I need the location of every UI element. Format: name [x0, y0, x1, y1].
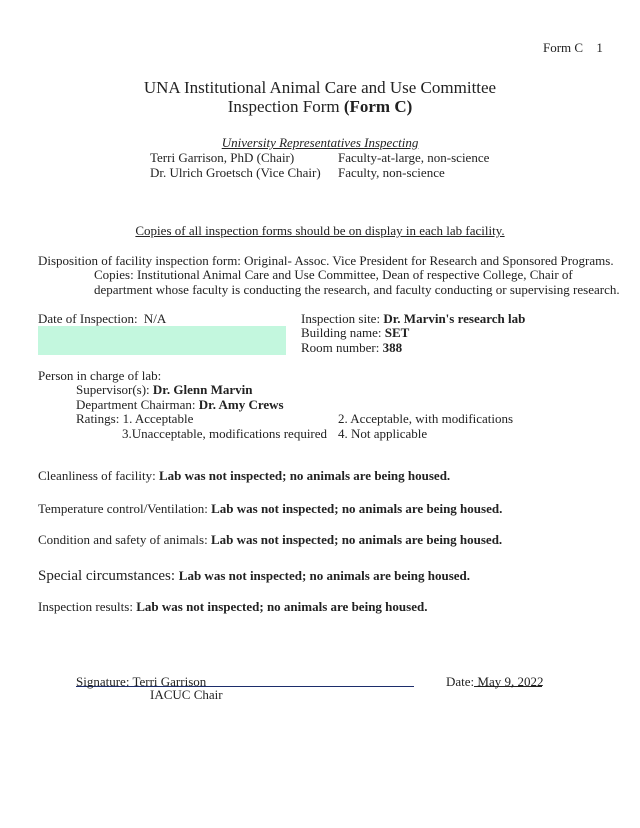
special-circumstances-value: Lab was not inspected; no animals are being housed. [178, 568, 471, 583]
building-label: Building name: [301, 325, 385, 340]
rep-name-1: Terri Garrison, PhD (Chair) [150, 150, 295, 165]
person-in-charge-heading: Person in charge of lab: [38, 368, 162, 383]
inspection-results-section [38, 599, 427, 615]
cleanliness-value: Lab was not inspected; no animals are being housed. [158, 468, 451, 483]
page-header [543, 40, 603, 56]
ratings-row-1 [76, 411, 193, 427]
cleanliness-label: Cleanliness of facility: [38, 468, 159, 483]
ratings-label: Ratings: [76, 411, 123, 426]
animal-safety-label: Condition and safety of animals: [38, 532, 211, 547]
signature-text: Signature: Terri Garrison [76, 674, 207, 689]
page-number: 1 [596, 40, 603, 55]
inspection-site-label: Inspection site: [301, 311, 384, 326]
signature-role: IACUC Chair [150, 687, 223, 702]
signature-date-label: Date: [446, 674, 478, 689]
highlighted-field [38, 326, 286, 355]
form-title: UNA Institutional Animal Care and Use Committee [143, 78, 497, 97]
ventilation-label: Temperature control/Ventilation: [38, 501, 212, 516]
rep-role-1: Faculty-at-large, non-science [338, 150, 490, 165]
form-subtitle-text: Inspection Form [227, 97, 344, 116]
building-name [301, 325, 409, 341]
form-subtitle [0, 97, 640, 117]
inspection-results-value: Lab was not inspected; no animals are being housed. [136, 599, 428, 614]
room-number [301, 340, 402, 356]
chairman-value: Dr. Amy Crews [198, 397, 284, 412]
rating-3: 3.Unacceptable, modifications required [122, 426, 328, 441]
rating-2: 2. Acceptable, with modifications [338, 411, 514, 426]
display-notice: Copies of all inspection forms should be on display in each lab facility. [135, 223, 505, 238]
animal-safety-section [38, 532, 502, 548]
inspection-date [38, 311, 166, 327]
inspection-date-value: N/A [143, 311, 167, 326]
supervisor-value: Dr. Glenn Marvin [152, 382, 253, 397]
inspection-site-value: Dr. Marvin's research lab [383, 311, 526, 326]
ventilation-section [38, 501, 502, 517]
disposition-line-2: Copies: Institutional Animal Care and Use Committee, Dean of respective College, Chair of [94, 267, 573, 282]
inspection-results-label: Inspection results: [38, 599, 137, 614]
chairman-label: Department Chairman: [76, 397, 199, 412]
signature-date-value: May 9, 2022 [477, 674, 544, 689]
cleanliness-section [38, 468, 450, 484]
rep-role-2: Faculty, non-science [338, 165, 445, 180]
special-circumstances-label: Special circumstances: [38, 568, 179, 584]
inspection-date-label: Date of Inspection: [38, 311, 138, 326]
room-label: Room number: [301, 340, 383, 355]
disposition-line-3: department whose faculty is conducting the research, and faculty conducting or supervising research. [94, 282, 620, 297]
page-label: Form C [543, 40, 584, 55]
rating-1: 1. Acceptable [122, 411, 194, 426]
supervisor [76, 382, 252, 398]
supervisor-label: Supervisor(s): [76, 382, 153, 397]
room-value: 388 [382, 340, 403, 355]
animal-safety-value: Lab was not inspected; no animals are being housed. [210, 532, 503, 547]
representatives-heading: University Representatives Inspecting [221, 135, 419, 150]
disposition-line-1: Disposition of facility inspection form: Original- Assoc. Vice President for Research and Sponsored Programs. [38, 253, 614, 268]
building-value: SET [384, 325, 410, 340]
rating-4: 4. Not applicable [338, 426, 428, 441]
signature-date [446, 674, 544, 690]
rep-name-2: Dr. Ulrich Groetsch (Vice Chair) [150, 165, 321, 180]
special-circumstances-section [38, 568, 470, 585]
ventilation-value: Lab was not inspected; no animals are being housed. [211, 501, 503, 516]
form-code: (Form C) [343, 97, 413, 116]
